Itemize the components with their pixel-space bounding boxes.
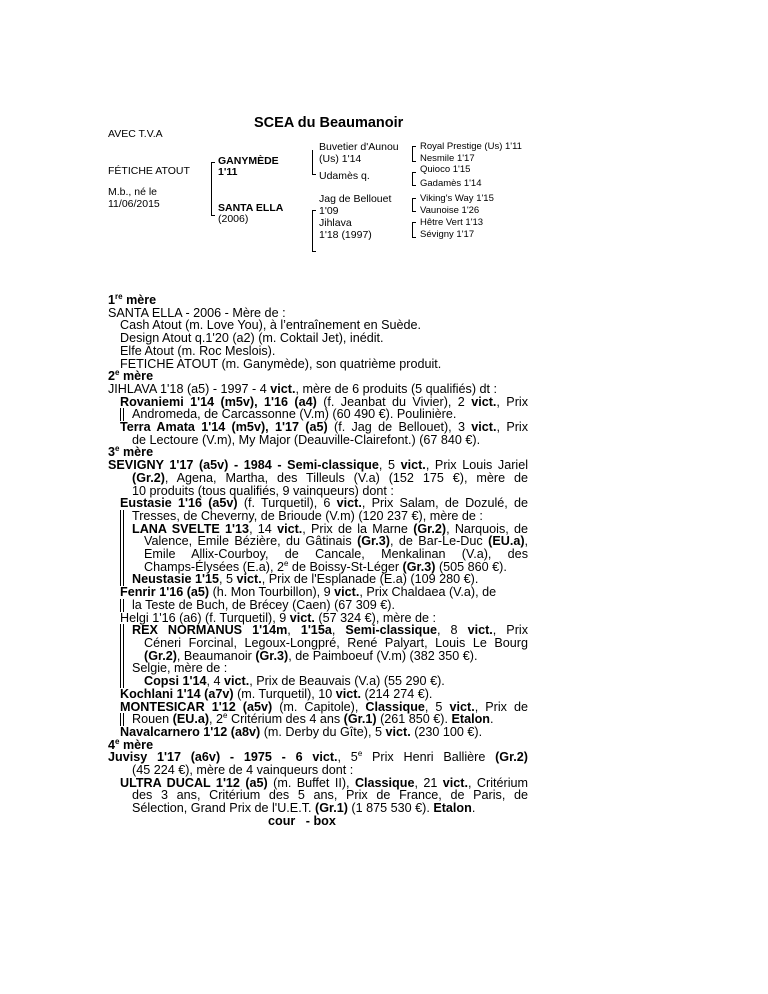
- text-line: Champs-Élysées (E.a), 2e de Boissy-St-Léger (Gr.3) (505 860 €).: [108, 561, 528, 574]
- text-line: la Teste de Buch, de Brécey (Caen) (67 309 €).: [108, 599, 528, 612]
- text-line: Helgi 1'16 (a6) (f. Turquetil), 9 vict. (57 324 €), mère de :: [120, 610, 437, 625]
- ancestor-6: Vaunoise 1'26: [420, 205, 480, 216]
- horse-desc-line2: 11/06/2015: [108, 198, 160, 210]
- text-line: Kochlani 1'14 (a7v) (m. Turquetil), 10 vict. (214 274 €).: [120, 686, 433, 701]
- section-heading-3: 3e mère: [108, 444, 154, 460]
- text-line: Fenrir 1'16 (a5) (h. Mon Tourbillon), 9 vict., Prix Chaldaea (V.a), de: [120, 585, 497, 600]
- footer-line: cour - box: [268, 813, 336, 828]
- page-title: SCEA du Beaumanoir: [254, 115, 404, 131]
- gen3-bracket-1: [412, 146, 416, 162]
- family-text: [108, 291, 529, 828]
- text-line: Navalcarnero 1'12 (a8v) (m. Derby du Gîte), 5 vict. (230 100 €).: [120, 724, 483, 739]
- gen2-dam-bracket: [312, 210, 316, 252]
- text-line: JIHLAVA 1'18 (a5) - 1997 - 4 vict., mère de 6 produits (5 qualifiés) dt :: [108, 381, 498, 396]
- text-line: Cash Atout (m. Love You), à l’entraînement en Suède.: [120, 318, 422, 333]
- gen3-bracket-2: [412, 172, 416, 186]
- text-line: LANA SVELTE 1'13, 14 vict., Prix de la Marne (Gr.2), Narquois, de: [108, 523, 528, 536]
- text-line: ULTRA DUCAL 1'12 (a5) (m. Buffet II), Classique, 21 vict., Critérium: [120, 775, 528, 790]
- text-line: SEVIGNY 1'17 (a5v) - 1984 - Semi-classique, 5 vict., Prix Louis Jariel: [108, 458, 529, 473]
- granddam-sire: Jag de Bellouet: [319, 193, 392, 205]
- text-line: Elfe Atout (m. Roc Meslois).: [120, 343, 276, 358]
- section-heading-2: 2e mère: [108, 368, 154, 384]
- dam-year: (2006): [218, 213, 249, 225]
- text-line: (Gr.2), Agena, Martha, des Tilleuls (V.a) (152 175 €), mère de: [132, 470, 528, 485]
- horse-desc-line1: M.b., né le: [108, 186, 158, 198]
- text-line: 10 produits (tous qualifiés, 9 vainqueurs) dont :: [132, 483, 394, 498]
- dam-name: SANTA ELLA: [218, 202, 284, 214]
- text-line: Terra Amata 1'14 (m5v), 1'17 (a5) (f. Jag de Bellouet), 3 vict., Prix: [120, 420, 529, 435]
- sire-record: 1'11: [218, 166, 238, 178]
- text-line: FETICHE ATOUT (m. Ganymède), son quatrième produit.: [120, 356, 442, 371]
- ancestor-2: Nesmile 1'17: [420, 153, 475, 164]
- text-line: (Gr.2), Beaumanoir (Gr.3), de Paimboeuf (V.m) (382 350 €).: [108, 650, 528, 663]
- text-line: Rouen (EU.a), 2e Critérium des 4 ans (Gr.1) (261 850 €). Etalon.: [108, 713, 528, 726]
- ancestor-1: Royal Prestige (Us) 1'11: [420, 141, 522, 152]
- ancestor-8: Sévigny 1'17: [420, 229, 475, 240]
- gen3-bracket-3: [412, 198, 416, 212]
- text-line: MONTESICAR 1'12 (a5v) (m. Capitole), Classique, 5 vict., Prix de: [120, 699, 528, 714]
- granddam-record: 1'18 (1997): [319, 229, 372, 241]
- tva-label: AVEC T.V.A: [108, 128, 163, 140]
- granddam-name: Jihlava: [319, 217, 352, 229]
- text-line: Selgie, mère de :: [108, 662, 528, 675]
- text-line: Design Atout q.1'20 (a2) (m. Coktail Jet), inédit.: [120, 331, 384, 346]
- grandsire-record: (Us) 1'14: [319, 153, 362, 165]
- text-line: Sélection, Grand Prix de l'U.E.T. (Gr.1) (1 875 530 €). Etalon.: [132, 801, 476, 816]
- text-line: Emile Allix-Courboy, de Cancale, Menkalinan (V.a), des: [108, 548, 528, 561]
- ancestor-5: Viking's Way 1'15: [420, 193, 494, 204]
- text-line: SANTA ELLA - 2006 - Mère de :: [108, 305, 286, 320]
- granddam-sire-record: 1'09: [319, 205, 339, 217]
- gen3-bracket-4: [412, 222, 416, 238]
- grandsire-dam: Udamès q.: [319, 170, 370, 182]
- gen2-sire-bracket: [312, 150, 316, 175]
- section-heading-1: 1re mère: [108, 291, 157, 307]
- text-line: Valence, Emile Bézière, du Gâtinais (Gr.3), de Bar-Le-Duc (EU.a),: [108, 535, 528, 548]
- grandsire-name: Buvetier d'Aunou: [319, 141, 399, 153]
- text-line: des 3 ans, Critérium des 5 ans, Prix de France, de Paris, de: [132, 788, 528, 803]
- sire-name: GANYMÈDE: [218, 155, 279, 167]
- horse-name: FÉTICHE ATOUT: [108, 165, 190, 177]
- text-line: Copsi 1'14, 4 vict., Prix de Beauvais (V.a) (55 290 €).: [108, 675, 528, 688]
- text-line: Eustasie 1'16 (a5v) (f. Turquetil), 6 vict., Prix Salam, de Dozulé, de: [120, 496, 528, 511]
- text-line: Neustasie 1'15, 5 vict., Prix de l'Esplanade (E.a) (109 280 €).: [108, 573, 528, 586]
- text-line: Céneri Forcinal, Legoux-Longpré, René Palyart, Louis Le Bourg: [108, 637, 528, 650]
- text-line: (45 224 €), mère de 4 vainqueurs dont :: [132, 763, 354, 778]
- section-heading-4: 4e mère: [108, 736, 154, 752]
- text-line: Rovaniemi 1'14 (m5v), 1'16 (a4) (f. Jeanbat du Vivier), 2 vict., Prix: [120, 394, 528, 409]
- text-line: Tresses, de Cheverny, de Brioude (V.m) (120 237 €), mère de :: [108, 510, 528, 523]
- text-line: de Lectoure (V.m), My Major (Deauville-Clairefont.) (67 840 €).: [132, 432, 481, 447]
- ancestor-3: Quioco 1'15: [420, 164, 471, 175]
- ancestor-7: Hêtre Vert 1'13: [420, 217, 484, 228]
- ancestor-4: Gadamès 1'14: [420, 178, 482, 189]
- gen1-bracket: [211, 162, 215, 216]
- text-line: Andromeda, de Carcassonne (V.m) (60 490 €). Poulinière.: [108, 408, 528, 421]
- text-line: REX NORMANUS 1'14m, 1'15a, Semi-classique, 8 vict., Prix: [108, 624, 528, 637]
- text-line: Juvisy 1'17 (a6v) - 1975 - 6 vict., 5e Prix Henri Ballière (Gr.2): [108, 749, 528, 765]
